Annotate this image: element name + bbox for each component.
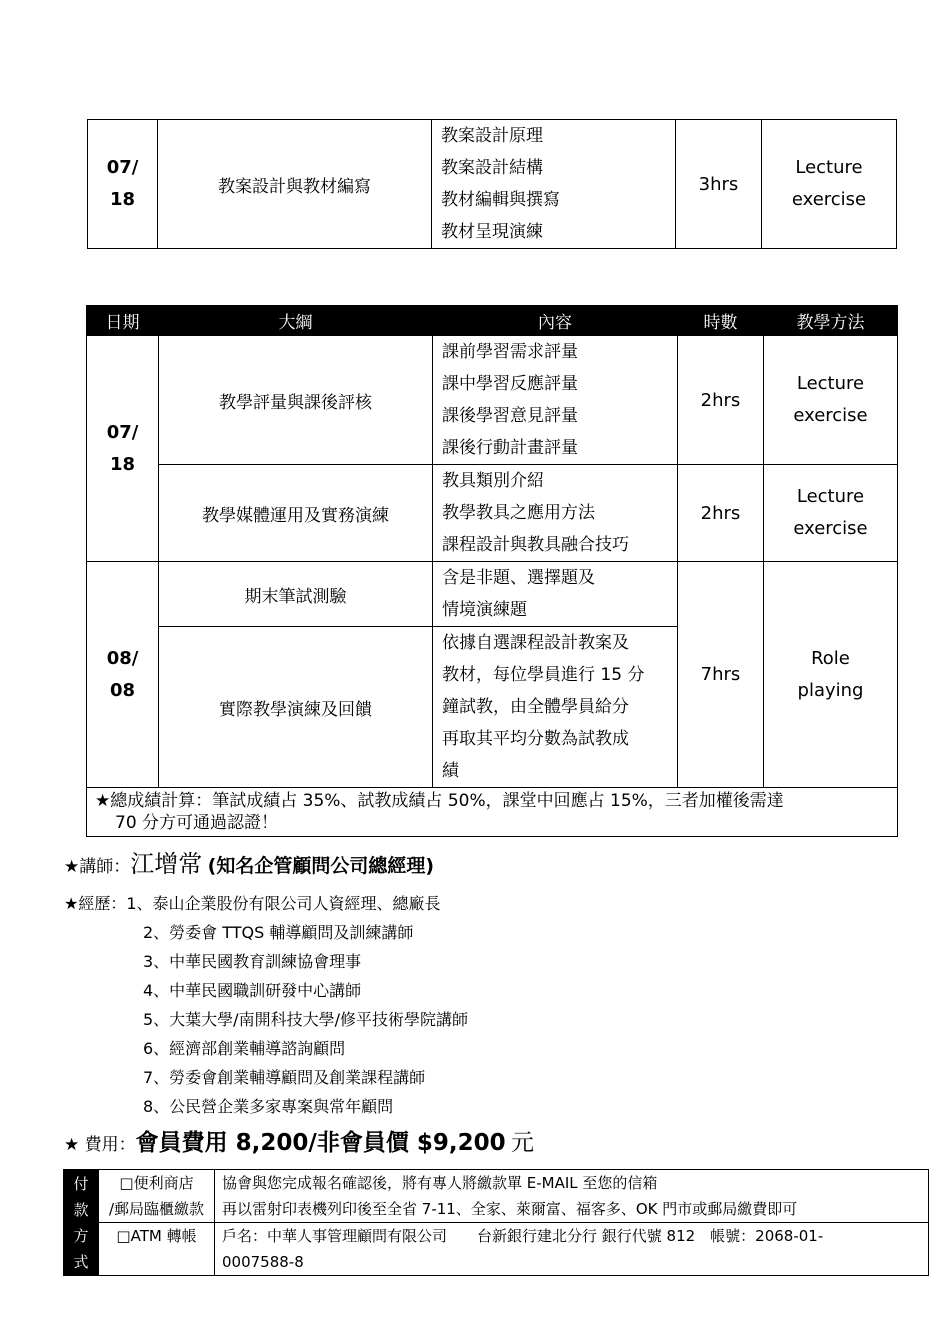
instructor-line	[64, 844, 434, 879]
note-line: ★總成績計算：筆試成績占 35%、試教成績占 50%，課堂中回應占 15%，三者加權後需達	[95, 791, 784, 811]
instructor-label: ★講師：	[64, 857, 131, 877]
list-item: 6、經濟部創業輔導諮詢顧問	[143, 1039, 346, 1058]
content-line: 教材，每位學員進行 15 分	[442, 665, 645, 685]
method-cell	[764, 336, 898, 465]
table-header-row	[87, 306, 898, 336]
grading-note	[87, 788, 898, 837]
payment-method-atm: □ATM 轉帳	[99, 1223, 215, 1276]
experience-label: ★經歷：	[64, 894, 127, 913]
list-item: 2、勞委會 TTQS 輔導顧問及訓練講師	[143, 923, 414, 942]
content-line: 教學教具之應用方法	[442, 503, 595, 523]
date-cell	[88, 120, 158, 249]
experience-item: 1、泰山企業股份有限公司人資經理、總廠長	[126, 894, 441, 913]
content-line: 課後行動計畫評量	[442, 438, 578, 458]
content-cell	[433, 336, 678, 465]
list-item: 5、大葉大學/南開科技大學/修平技術學院講師	[143, 1010, 468, 1029]
content-line: 教材編輯與撰寫	[441, 190, 560, 210]
table-row	[87, 562, 898, 627]
content-line: 課後學習意見評量	[442, 406, 578, 426]
content-line: 教具類別介紹	[442, 471, 544, 491]
date-cell	[87, 336, 159, 562]
list-item: 3、中華民國教育訓練協會理事	[143, 952, 362, 971]
payment-table	[63, 1169, 929, 1276]
outline-cell: 教學媒體運用及實務演練	[159, 465, 433, 562]
list-item	[64, 892, 468, 921]
fee-amount: 會員費用 8,200/非會員價 $9,200	[135, 1130, 506, 1156]
content-cell	[433, 465, 678, 562]
payment-header-char: 方	[73, 1226, 89, 1245]
content-line: 鐘試教，由全體學員給分	[442, 697, 629, 717]
content-line: 再取其平均分數為試教成	[442, 729, 629, 749]
date-text: 07/18	[106, 157, 139, 210]
header-hours: 時數	[678, 306, 764, 336]
content-line: 課中學習反應評量	[442, 374, 578, 394]
fee-unit: 元	[510, 1130, 534, 1156]
payment-header	[64, 1170, 99, 1276]
content-line: 教材呈現演練	[441, 222, 543, 242]
payment-desc-line: 戶名：中華人事管理顧問有限公司 台新銀行建北分行 銀行代號 812 帳號：2068-01-	[222, 1227, 824, 1245]
hours-cell: 2hrs	[678, 465, 764, 562]
date-text: 07/18	[106, 421, 139, 475]
payment-header-char: 付	[73, 1174, 89, 1193]
hours-cell: 2hrs	[678, 336, 764, 465]
content-line: 課前學習需求評量	[442, 342, 578, 362]
content-line: 含是非題、選擇題及	[442, 568, 595, 588]
schedule-table-2	[86, 305, 898, 837]
hours-cell: 7hrs	[678, 562, 764, 788]
method-text: Lecture exercise	[793, 373, 868, 426]
list-item: 7、勞委會創業輔導顧問及創業課程講師	[143, 1068, 426, 1087]
payment-desc-line: 協會與您完成報名確認後，將有專人將繳款單 E-MAIL 至您的信箱	[222, 1174, 658, 1192]
method-cell	[762, 120, 897, 249]
content-line: 績	[442, 761, 459, 781]
method-text: Lecture exercise	[793, 486, 868, 539]
payment-desc-line: 再以雷射印表機列印後至全省 7-11、全家、萊爾富、福客多、OK 門市或郵局繳費即可	[222, 1200, 798, 1218]
content-line: 教案設計原理	[441, 126, 543, 146]
instructor-title: (知名企管顧問公司總經理)	[207, 855, 435, 877]
content-cell	[433, 562, 678, 627]
outline-cell: 實際教學演練及回饋	[159, 627, 433, 788]
method-cell	[764, 562, 898, 788]
hours-cell: 3hrs	[676, 120, 762, 249]
table-row	[87, 336, 898, 465]
payment-desc-atm	[215, 1223, 929, 1276]
payment-method-line: /郵局臨櫃繳款	[108, 1200, 205, 1218]
list-item: 8、公民營企業多家專案與常年顧問	[143, 1097, 394, 1116]
date-cell	[87, 562, 159, 788]
fee-label: ★ 費用：	[64, 1135, 136, 1155]
header-content: 內容	[433, 306, 678, 336]
note-row	[87, 788, 898, 837]
payment-desc-store	[215, 1170, 929, 1223]
outline-cell: 教學評量與課後評核	[159, 336, 433, 465]
content-line: 課程設計與教具融合技巧	[442, 535, 629, 555]
payment-method-store	[99, 1170, 215, 1223]
payment-header-char: 式	[73, 1252, 89, 1271]
outline-cell: 教案設計與教材編寫	[158, 120, 432, 249]
fee-line	[64, 1124, 534, 1157]
payment-desc-line: 0007588-8	[222, 1253, 304, 1271]
schedule-table-1	[87, 119, 897, 249]
experience-list	[64, 892, 468, 1124]
method-text: Role playing	[797, 647, 864, 701]
content-cell	[433, 627, 678, 788]
date-text: 08/08	[106, 647, 139, 701]
payment-method-line: □便利商店	[119, 1174, 194, 1192]
content-line: 情境演練題	[442, 600, 527, 620]
header-date: 日期	[87, 306, 159, 336]
method-cell	[764, 465, 898, 562]
content-line: 依據自選課程設計教案及	[442, 633, 629, 653]
list-item: 4、中華民國職訓研發中心講師	[143, 981, 362, 1000]
outline-cell: 期末筆試測驗	[159, 562, 433, 627]
payment-header-char: 款	[73, 1200, 89, 1219]
header-method: 教學方法	[764, 306, 898, 336]
header-outline: 大綱	[159, 306, 433, 336]
note-line: 70 分方可通過認證！	[115, 813, 279, 833]
content-line: 教案設計結構	[441, 158, 543, 178]
method-text: Lecture exercise	[791, 157, 867, 210]
table-row	[87, 465, 898, 562]
content-cell	[432, 120, 676, 249]
instructor-name: 江增常	[130, 850, 203, 878]
